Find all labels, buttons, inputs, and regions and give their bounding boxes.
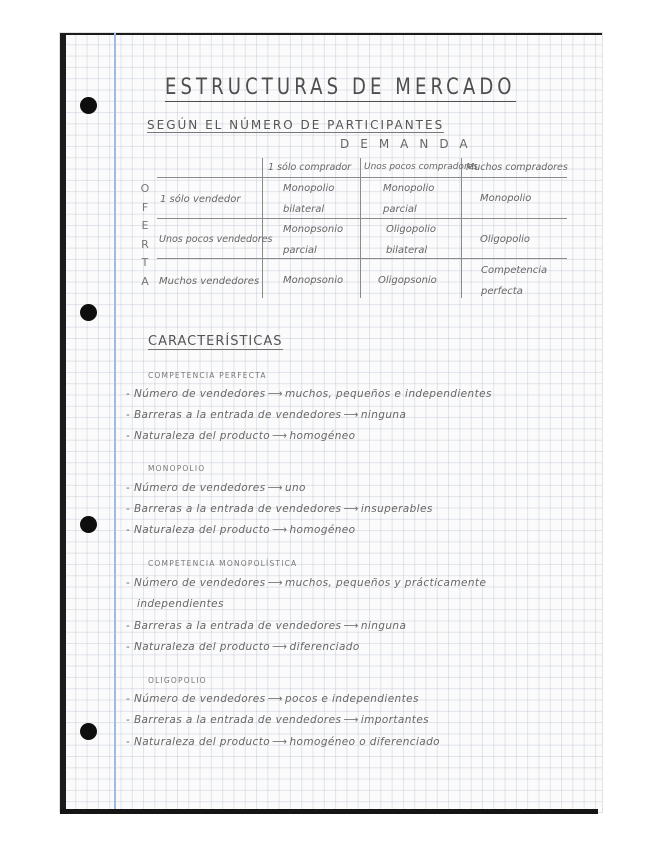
list-item: - Barreras a la entrada de vendedores ⟶ ninguna xyxy=(126,409,407,421)
arrow-icon: ⟶ xyxy=(343,714,359,726)
arrow-icon: ⟶ xyxy=(272,524,288,536)
table-col-header: Unos pocos compradores xyxy=(364,162,478,172)
page-title: ESTRUCTURAS DE MERCADO xyxy=(165,75,516,100)
block-heading: OLIGOPOLIO xyxy=(148,676,207,685)
table-cell: Monopsonio parcial xyxy=(283,224,344,256)
arrow-icon: ⟶ xyxy=(267,388,283,400)
margin-line xyxy=(114,33,116,812)
list-item: - Naturaleza del producto ⟶ diferenciado xyxy=(126,641,360,653)
arrow-icon: ⟶ xyxy=(343,409,359,421)
arrow-icon: ⟶ xyxy=(272,430,288,442)
arrow-icon: ⟶ xyxy=(343,620,359,632)
binder-hole xyxy=(80,723,97,740)
oferta-label xyxy=(139,180,151,291)
oferta-letter: F xyxy=(141,200,149,214)
table-cell: Oligopolio xyxy=(480,234,531,245)
binder-hole xyxy=(80,97,97,114)
table-divider xyxy=(157,258,567,259)
arrow-icon: ⟶ xyxy=(267,693,283,705)
list-item: - Barreras a la entrada de vendedores ⟶ importantes xyxy=(126,714,430,726)
table-cell: Oligopsonio xyxy=(378,275,437,286)
table-cell: Monopolio xyxy=(480,193,532,204)
table-row-header: 1 sólo vendedor xyxy=(160,194,241,205)
list-item: - Barreras a la entrada de vendedores ⟶ ninguna xyxy=(126,620,407,632)
table-row-header: Unos pocos vendedores xyxy=(159,234,273,245)
table-cell: Monopsonio xyxy=(283,275,344,286)
page-edge xyxy=(60,809,598,814)
table-cell: Oligopolio bilateral xyxy=(386,224,437,256)
arrow-icon: ⟶ xyxy=(343,503,359,515)
table-cell: Competencia perfecta xyxy=(481,265,548,297)
characteristics-title: CARACTERÍSTICAS xyxy=(148,334,283,349)
block-heading: COMPETENCIA PERFECTA xyxy=(148,371,267,380)
table-col-header: 1 sólo comprador xyxy=(268,162,352,173)
arrow-icon: ⟶ xyxy=(272,641,288,653)
oferta-letter: O xyxy=(140,182,150,195)
oferta-letter: R xyxy=(141,237,149,251)
list-item-continuation: independientes xyxy=(137,598,224,610)
demanda-label: DEMANDA xyxy=(340,137,479,151)
table-row-header: Muchos vendedores xyxy=(159,276,260,287)
section-subtitle: SEGÚN EL NÚMERO DE PARTICIPANTES xyxy=(147,118,445,132)
block-heading: COMPETENCIA MONOPOLÍSTICA xyxy=(148,559,298,568)
arrow-icon: ⟶ xyxy=(267,482,283,494)
oferta-letter: A xyxy=(141,274,149,288)
binder-hole xyxy=(80,304,97,321)
table-divider xyxy=(157,177,567,178)
table-divider xyxy=(157,218,567,219)
block-heading: MONOPOLIO xyxy=(148,464,206,473)
list-item: - Número de vendedores ⟶ muchos, pequeños e independientes xyxy=(126,388,492,400)
list-item: - Naturaleza del producto ⟶ homogéneo xyxy=(126,524,356,536)
list-item: - Barreras a la entrada de vendedores ⟶ insuperables xyxy=(126,503,433,515)
table-divider xyxy=(262,158,263,298)
table-cell: Monopolio parcial xyxy=(383,183,435,215)
oferta-letter: E xyxy=(141,219,149,232)
table-cell: Monopolio bilateral xyxy=(283,183,335,215)
list-item: - Número de vendedores ⟶ muchos, pequeños y prácticamente xyxy=(126,577,487,589)
oferta-letter: T xyxy=(141,256,149,269)
table-divider xyxy=(461,158,462,298)
arrow-icon: ⟶ xyxy=(267,577,283,589)
table-divider xyxy=(360,158,361,298)
list-item: - Número de vendedores ⟶ uno xyxy=(126,482,306,494)
binder-hole xyxy=(80,516,97,533)
table-col-header: Muchos compradores xyxy=(466,162,568,173)
list-item: - Naturaleza del producto ⟶ homogéneo xyxy=(126,430,356,442)
arrow-icon: ⟶ xyxy=(272,736,288,748)
list-item: - Naturaleza del producto ⟶ homogéneo o diferenciado xyxy=(126,736,440,748)
list-item: - Número de vendedores ⟶ pocos e independientes xyxy=(126,693,419,705)
